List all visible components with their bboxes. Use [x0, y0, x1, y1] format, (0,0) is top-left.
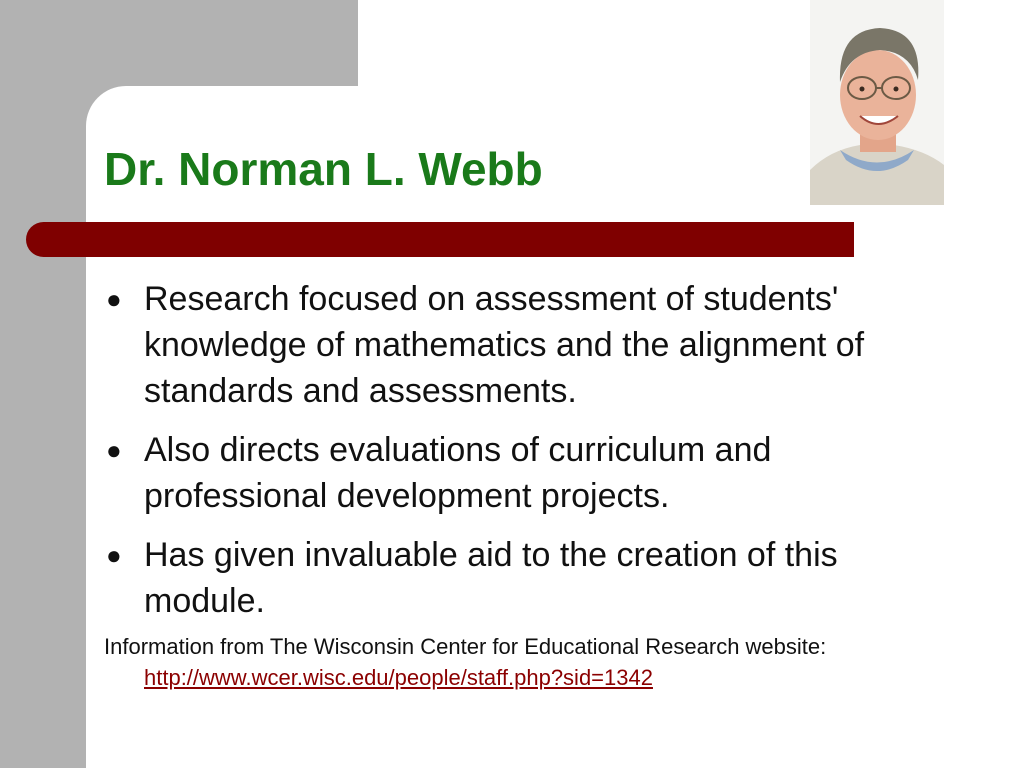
bullet-list — [104, 276, 964, 637]
list-item — [104, 427, 964, 519]
bullet-text: Also directs evaluations of curriculum and professional development projects. — [144, 431, 772, 515]
bullet-dot-icon: ● — [106, 540, 122, 570]
list-item — [104, 532, 964, 624]
list-item — [104, 276, 964, 414]
source-citation — [104, 631, 984, 693]
slide-title: Dr. Norman L. Webb — [104, 143, 543, 195]
portrait-photo — [810, 0, 944, 205]
bullet-text: Research focused on assessment of students' knowledge of mathematics and the alignment of standards and assessments. — [144, 280, 865, 410]
bullet-dot-icon: ● — [106, 435, 122, 465]
bullet-dot-icon: ● — [106, 284, 122, 314]
bullet-text: Has given invaluable aid to the creation of this module. — [144, 536, 838, 620]
source-text: Information from The Wisconsin Center for Educational Research website: — [104, 634, 827, 659]
accent-bar — [26, 222, 854, 257]
source-link[interactable]: http://www.wcer.wisc.edu/people/staff.php?sid=1342 — [144, 665, 653, 690]
